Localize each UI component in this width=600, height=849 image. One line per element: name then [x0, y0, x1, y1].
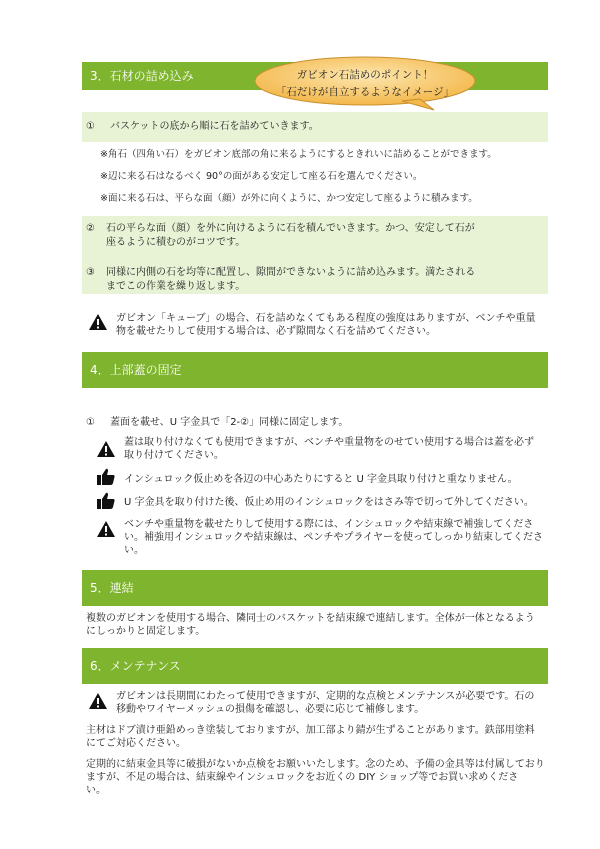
section-4-title: 4．上部蓋の固定 — [90, 363, 182, 377]
step-1-text: バスケットの底から順に石を詰めていきます。 — [110, 121, 319, 132]
thumbs-up-icon — [96, 468, 116, 486]
s4-warning-2-line-2: い。補強用インシュロックや結束線は、ペンチやプライヤーを使ってしっかり結束してくださ — [124, 532, 544, 543]
section-6-header — [82, 648, 548, 684]
note-3: ※面に来る石は、平らな面（顔）が外に向くように、かつ安定して座るように積みます。 — [100, 193, 478, 204]
s6-warning-line-1: ガビオンは長期間にわたって使用できますが、定期的な点検とメンテナンスが必要です。石の — [116, 691, 535, 702]
step-1-number: ① — [86, 121, 95, 132]
section-5-title: 5．連結 — [90, 581, 134, 595]
s4-tip-1: インシュロック仮止めを各辺の中心あたりにすると U 字金具取り付けと重なりません。 — [124, 474, 518, 485]
section-3-title: 3．石材の詰め込み — [90, 69, 194, 83]
s5-line-1: 複数のガビオンを使用する場合、隣同士のバスケットを結束線で連結します。全体が一体となるよう — [86, 613, 535, 624]
step-3-line-1: 同様に内側の石を均等に配置し、隙間ができないように詰め込みます。満たされる — [106, 267, 476, 278]
s4-warning-1-line-2: 取り付けてください。 — [124, 450, 224, 461]
s4-warning-2-line-1: ベンチや重量物を載せたりして使用する際には、インシュロックや結束線で補強してくださ — [124, 519, 534, 530]
section-6-title: 6．メンテナンス — [90, 659, 181, 673]
s3-warning-line-1: ガビオン「キューブ」の場合、石を詰めなくてもある程度の強度はありますが、ベンチや重量 — [116, 313, 536, 324]
step-3-line-2: までこの作業を繰り返します。 — [106, 281, 246, 292]
s5-line-2: にしっかりと固定します。 — [86, 626, 206, 637]
bubble-line-2: 「石だけが自立するようなイメージ」 — [275, 86, 455, 98]
step-2-line-1: 石の平らな面（顔）を外に向けるように石を積んでいきます。かつ、安定して石が — [106, 223, 475, 234]
warning-icon — [96, 440, 116, 458]
note-2: ※辺に来る石はなるべく 90°の面がある安定して座る石を選んでください。 — [100, 171, 423, 182]
section-4-header — [82, 352, 548, 388]
s3-warning-line-2: 物を載せたりして使用する場合は、必ず隙間なく石を詰めてください。 — [116, 326, 436, 337]
thumbs-up-icon — [96, 492, 116, 510]
note-1: ※角石（四角い石）をガビオン底部の角に来るようにするときれいに詰めることができます。 — [100, 149, 497, 160]
step-2-line-2: 座るように積むのがコツです。 — [106, 237, 246, 248]
bubble-shape — [252, 55, 478, 111]
s4-warning-1-line-1: 蓋は取り付けなくても使用できますが、ベンチや重量物をのせてい使用する場合は蓋を必ず — [124, 437, 534, 448]
s6-paragraph-2-line-2: い。 — [86, 785, 106, 796]
s4-step-1-text: 蓋面を載せ、U 字金具で「2-②」同様に固定します。 — [110, 417, 349, 428]
s6-paragraph-1-line-2: にてご対応ください。 — [86, 738, 186, 749]
s6-warning-line-2: 移動やワイヤーメッシュの損傷を確認し、必要に応じて補修します。 — [116, 704, 425, 715]
s6-paragraph-2-line-1: 定期的に結束金具等に破損がないか点検をお願いいたします。念のため、予備の金具等は付属しておりますが、不足の場合は、結束線やインシュロックをお近くの DIY ショップ等でお買い求めくださ — [86, 759, 545, 783]
warning-icon — [88, 692, 108, 710]
s4-warning-2-line-3: い。 — [124, 545, 144, 556]
section-5-header — [82, 570, 548, 606]
step-2-number: ② — [86, 223, 95, 234]
warning-icon — [88, 313, 108, 331]
s4-tip-2: U 字金具を取り付けた後、仮止め用のインシュロックをはさみ等で切って外してください。 — [124, 497, 534, 508]
warning-icon — [96, 520, 116, 538]
step-3-number: ③ — [86, 267, 95, 278]
s6-paragraph-1-line-1: 主材はドブ漬け亜鉛めっき塗装しておりますが、加工部より錆が生ずることがあります。鉄部用塗料 — [86, 725, 535, 736]
s4-step-1-number: ① — [86, 417, 95, 428]
tip-bubble — [252, 55, 478, 111]
bubble-line-1: ガビオン石詰めのポイント！ — [296, 69, 434, 81]
